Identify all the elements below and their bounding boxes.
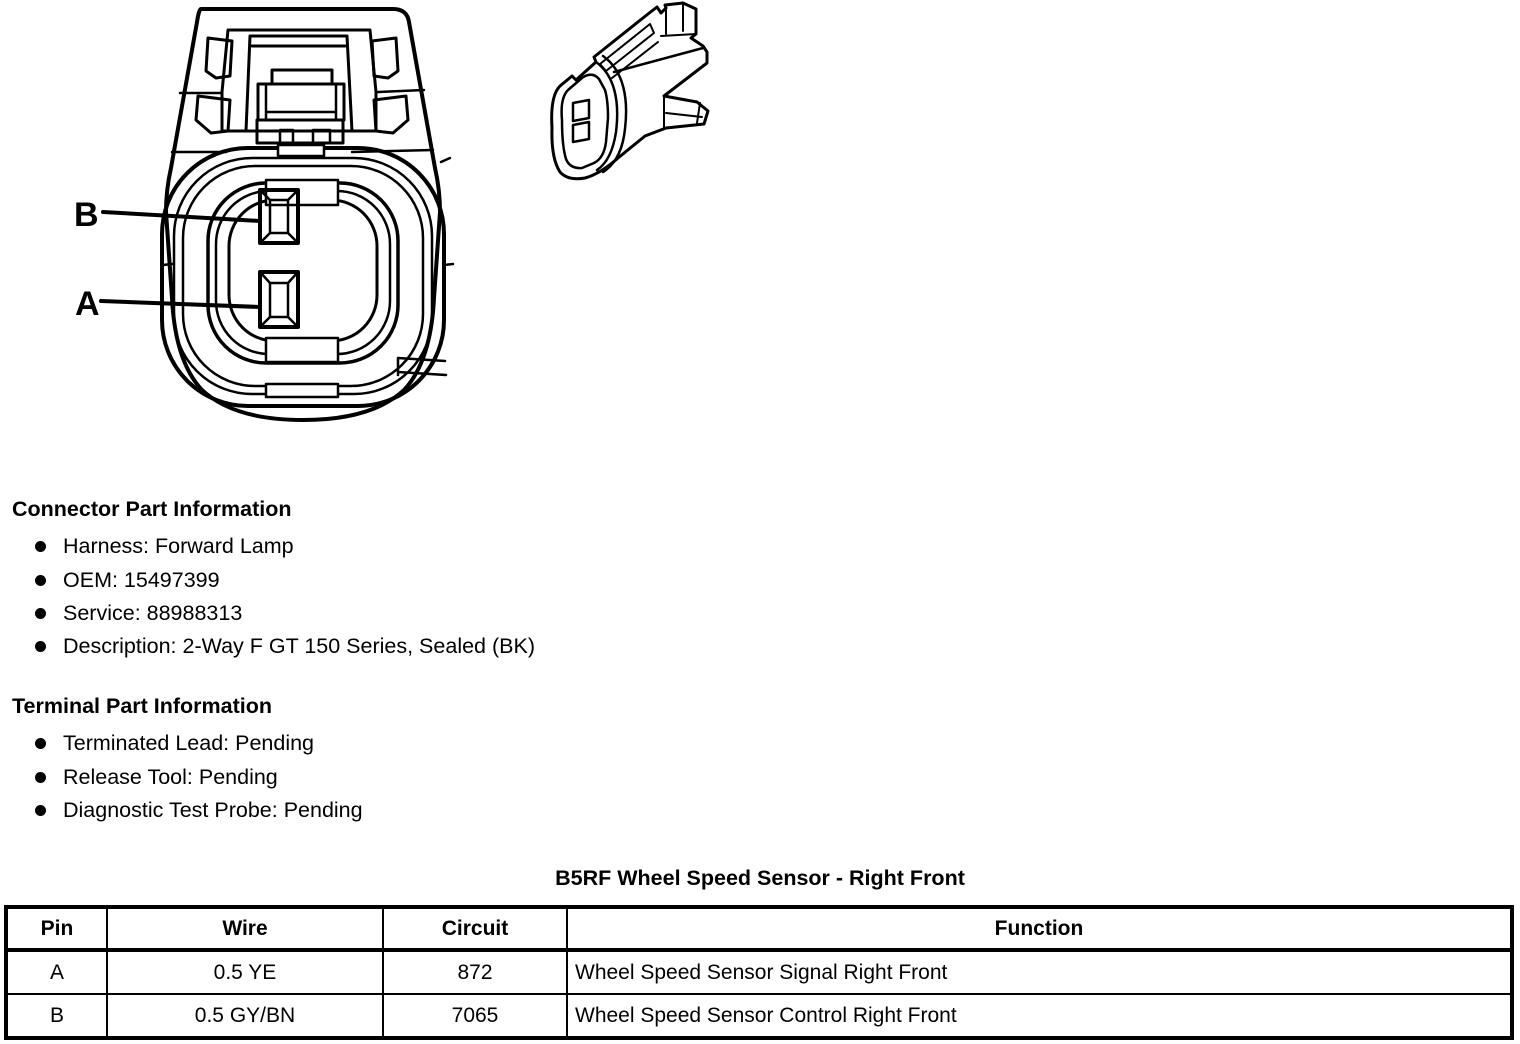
column-header-circuit: Circuit <box>383 907 567 950</box>
bullet-icon <box>35 641 46 652</box>
connector-diagram-svg <box>0 0 760 462</box>
list-item-text: Description: 2-Way F GT 150 Series, Sealed (BK) <box>63 634 535 659</box>
terminal-part-info-list <box>35 727 363 827</box>
wire-cell: 0.5 GY/BN <box>107 994 383 1038</box>
bullet-icon <box>35 805 46 816</box>
list-item <box>35 563 535 596</box>
connector-side-view <box>552 3 708 179</box>
pin-b-label: B <box>74 196 99 234</box>
bullet-icon <box>35 575 46 586</box>
side-view-terminal-slot-1 <box>573 100 589 121</box>
function-cell: Wheel Speed Sensor Control Right Front <box>567 994 1512 1038</box>
pin-cell: B <box>6 994 107 1038</box>
pin-cell: A <box>6 950 107 994</box>
connector-part-info-heading: Connector Part Information <box>12 496 292 521</box>
pin-b-leader-line <box>103 212 260 221</box>
list-item-text: OEM: 15497399 <box>63 567 220 592</box>
list-item <box>35 630 535 663</box>
connector-front-view <box>74 9 453 420</box>
table-row <box>6 950 1512 994</box>
pin-table <box>4 905 1514 1040</box>
bottom-key-notch <box>266 338 338 362</box>
latch-tower <box>222 30 376 143</box>
function-cell: Wheel Speed Sensor Signal Right Front <box>567 950 1512 994</box>
list-item <box>35 727 363 760</box>
list-item <box>35 794 363 827</box>
table-row <box>6 994 1512 1038</box>
pin-table-title: B5RF Wheel Speed Sensor - Right Front <box>555 866 965 890</box>
bullet-icon <box>35 608 46 619</box>
pin-a-label: A <box>75 285 100 323</box>
connector-part-info-list <box>35 530 535 664</box>
bullet-icon <box>35 541 46 552</box>
side-view-terminal-slot-2 <box>573 122 589 142</box>
table-header-row <box>6 907 1512 950</box>
list-item-text: Release Tool: Pending <box>63 764 278 789</box>
column-header-function: Function <box>567 907 1512 950</box>
connector-diagrams <box>0 0 760 462</box>
circuit-cell: 7065 <box>383 994 567 1038</box>
list-item <box>35 760 363 793</box>
list-item-text: Diagnostic Test Probe: Pending <box>63 797 363 822</box>
list-item-text: Service: 88988313 <box>63 600 243 625</box>
wire-cell: 0.5 YE <box>107 950 383 994</box>
pin-a-leader-line <box>101 301 260 307</box>
column-header-wire: Wire <box>107 907 383 950</box>
terminal-part-info-heading: Terminal Part Information <box>12 693 273 718</box>
bullet-icon <box>35 738 46 749</box>
list-item-text: Harness: Forward Lamp <box>63 534 294 559</box>
list-item <box>35 530 535 563</box>
list-item <box>35 597 535 630</box>
column-header-pin: Pin <box>6 907 107 950</box>
bullet-icon <box>35 772 46 783</box>
pin-a-cavity <box>260 272 298 327</box>
list-item-text: Terminated Lead: Pending <box>63 731 315 756</box>
circuit-cell: 872 <box>383 950 567 994</box>
